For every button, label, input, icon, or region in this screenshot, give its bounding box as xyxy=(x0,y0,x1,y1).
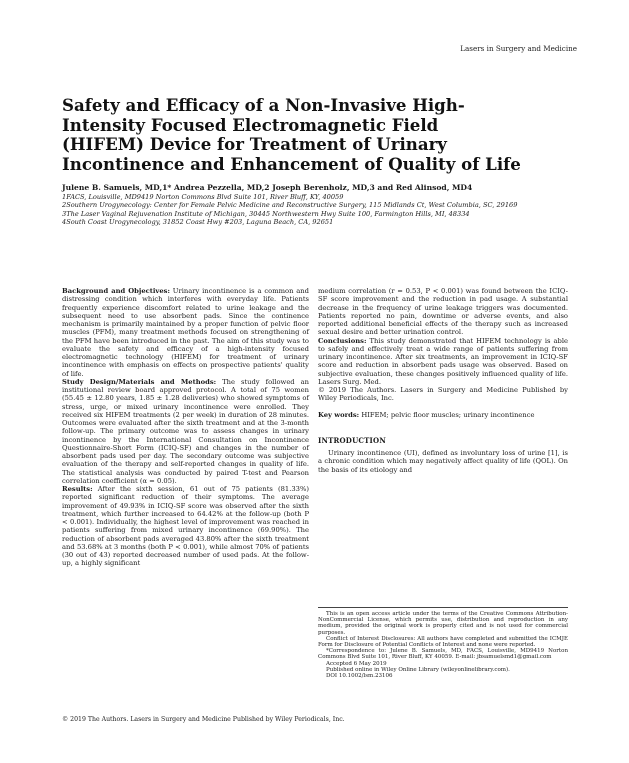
abstract-copyright: © 2019 The Authors. Lasers in Surgery and Medicine Published by Wiley Periodicals, Inc. xyxy=(318,386,568,403)
affiliation-2: 2Southern Urogynecology: Center for Female Pelvic Medicine and Reconstructive Surgery, 115 Midlands Ct, West Columbia, SC, 29169 xyxy=(62,201,518,210)
conclusions-text: This study demonstrated that HIFEM technology is able to safely and effectively treat a wide range of patients suffering from urinary incontinence. After six treatments, an improvement in ICIQ-SF score and reduction in absorbent pads usage was observed. Based on subjective evaluation, these changes positively influenced quality of life. Lasers Surg. Med. xyxy=(318,336,568,386)
footnote-doi: DOI 10.1002/lsm.23106 xyxy=(326,673,393,680)
author-list: Julene B. Samuels, MD,1* Andrea Pezzella, MD,2 Joseph Berenholz, MD,3 and Red Alinsod, MD4 xyxy=(62,183,473,192)
affiliation-4: 4South Coast Urogynecology, 31852 Coast Hwy #203, Laguna Beach, CA, 92651 xyxy=(62,218,334,227)
abstract-methods xyxy=(62,378,309,485)
abstract-right-column xyxy=(318,287,568,474)
footnote-license: This is an open access article under the terms of the Creative Commons Attribution-NonCommercial License, which permits use, distribution and reproduction in any medium, provided the original work is properly cited and is not used for commercial purposes. xyxy=(318,611,568,636)
introduction-heading: INTRODUCTION xyxy=(318,435,386,445)
affiliations xyxy=(62,193,572,227)
footnote-conflict: Conflict of Interest Disclosures: All authors have completed and submitted the ICMJE Form for Disclosure of Potential Conflicts of Interest and none were reported. xyxy=(318,635,568,649)
affiliation-1: 1FACS, Louisville, MD9419 Norton Commons Blvd Suite 101, River Bluff, KY, 40059 xyxy=(62,193,344,201)
footnote-accepted: Accepted 6 May 2019 xyxy=(326,660,387,667)
results-text: After the sixth session, 61 out of 75 patients (81.33%) reported significant reduction of their symptoms. The average improvement of 49.93% in ICIQ-SF score was observed after the sixth treatment, which further increased to 64.42% at the follow-up (both P < 0.001). Individually, the highest level of improvement was reached in patients suffering from mixed urinary incontinence (69.90%). The reduction of absorbent pads averaged 43.80% after the sixth treatment and 53.68% at 3 months (both P < 0.001), while almost 70% of patients (30 out of 43) reported decreased number of used pads. At the follow-up, a highly significant xyxy=(62,485,310,568)
footnote-published: Published online in Wiley Online Library (wileyonlinelibrary.com). xyxy=(326,666,510,673)
conclusions-heading: Conclusions: xyxy=(318,336,367,345)
abstract-conclusions xyxy=(318,337,568,387)
background-text: Urinary incontinence is a common and distressing condition which interferes with everyday life. Patients frequently experience discomfort related to urine leakage and the subsequent need to use absorbent pads. Since the continence mechanism is primarily maintained by a proper function of pelvic floor muscles (PFM), many treatment methods focused on strengthening of the PFM have been introduced in the past. The aim of this study was to evaluate the safety and efficacy of a high-intensity focused electromagnetic technology (HIFEM) for treatment of urinary incontinence with emphasis on effects on prospective patients' quality of life. xyxy=(62,287,309,378)
introduction-text: Urinary incontinence (UI), defined as involuntary loss of urine [1], is a chronic condition which may negatively affect quality of life (QOL). On the basis of its etiology and xyxy=(318,449,568,474)
keywords xyxy=(318,411,568,419)
results-heading: Results: xyxy=(62,485,93,493)
background-heading: Background and Objectives: xyxy=(62,287,170,295)
abstract-background xyxy=(62,287,309,378)
results-continued: medium correlation (r = 0.53, P < 0.001) was found between the ICIQ-SF score improvement and the reduction in pad usage. A substantial decrease in the frequency of urine leakage triggers was documented. Patients reported no pain, downtime or adverse events, and also reported additional beneficial effects of the therapy such as increased sexual desire and better urination control. xyxy=(318,287,568,337)
footnote-correspondence: *Correspondence to: Julene B. Samuels, MD, FACS, Louisville, MD9419 Norton Commons Blvd Suite 101, River Bluff, KY 40059. E-mail: jbsamuelsmd1@gmail.com xyxy=(318,648,568,661)
keywords-text: HIFEM; pelvic floor muscles; urinary incontinence xyxy=(361,410,535,419)
footnotes xyxy=(318,607,568,679)
abstract-left-column xyxy=(62,287,309,568)
methods-text: The study followed an institutional review board approved protocol. A total of 75 women (55.45 ± 12.80 years, 1.85 ± 1.28 deliveries) who showed symptoms of stress, urge, or mixed urinary incontinence were enrolled. They received six HIFEM treatments (2 per week) in duration of 28 minutes. Outcomes were evaluated after the sixth treatment and at the 3-month follow-up. The primary outcome was to assess changes in urinary incontinence by the International Consultation on Incontinence Questionnaire-Short Form (ICIQ-SF) and changes in the number of absorbent pads used per day. The secondary outcome was subjective evaluation of the therapy and self-reported changes in quality of life. The statistical analysis was conducted by paired T-test and Pearson correlation coefficient (α = 0.05). xyxy=(62,377,309,485)
affiliation-3: 3The Laser Vaginal Rejuvenation Institute of Michigan, 30445 Northwestern Hwy Suite 100, Farmington Hills, MI, 48334 xyxy=(62,209,470,218)
paper-title: Safety and Efficacy of a Non-Invasive High-Intensity Focused Electromagnetic Field (HIFEM) Device for Treatment of Urinary Incontinence and Enhancement of Quality of Life xyxy=(62,95,521,174)
methods-heading: Study Design/Materials and Methods: xyxy=(62,377,217,386)
page-footer: © 2019 The Authors. Lasers in Surgery and Medicine Published by Wiley Periodicals, Inc. xyxy=(62,716,345,723)
keywords-heading: Key words: xyxy=(318,410,360,419)
running-header: Lasers in Surgery and Medicine xyxy=(460,44,577,53)
abstract-results xyxy=(62,485,309,568)
